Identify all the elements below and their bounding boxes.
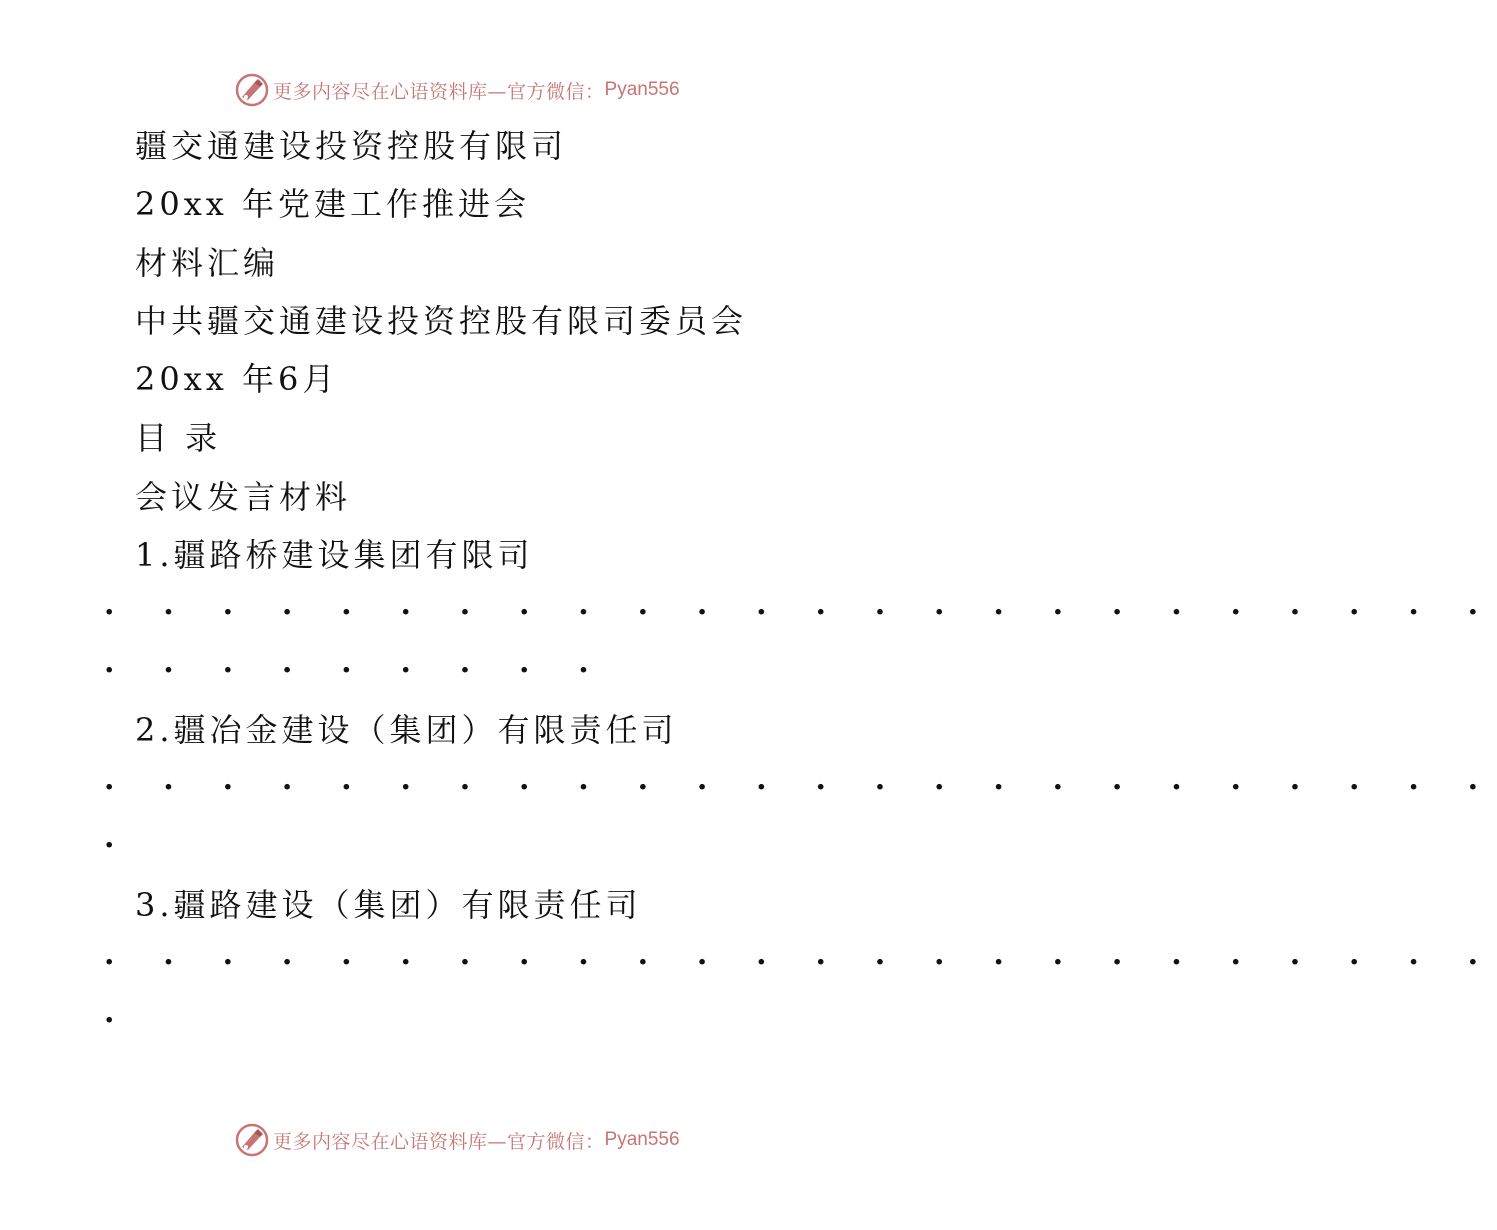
toc-item-3: 3.疆路建设（集团）有限责任司: [135, 886, 642, 924]
section-heading: 会议发言材料: [135, 478, 352, 516]
pen-logo-icon: [235, 1123, 269, 1157]
watermark-text: 更多内容尽在心语资料库—官方微信：: [273, 80, 605, 103]
toc-item-1: 1.疆路桥建设集团有限司: [135, 536, 534, 574]
watermark-handle: Pyan556: [604, 79, 680, 100]
company-name: 疆交通建设投资控股有限司: [135, 127, 568, 165]
document-date: 20xx 年6月: [135, 360, 339, 398]
toc-item-2: 2.疆冶金建设（集团）有限责任司: [135, 711, 678, 749]
committee-name: 中共疆交通建设投资控股有限司委员会: [135, 302, 748, 340]
toc-heading: 目 录: [135, 419, 222, 457]
toc-leader-dots: . . . . . . . . . . . . . . . . . . . . . . . .: [104, 762, 1497, 797]
toc-leader-dots: .: [104, 820, 134, 855]
compilation-title: 材料汇编: [135, 244, 280, 282]
pen-logo-icon: [235, 73, 269, 107]
watermark-handle: Pyan556: [604, 1129, 680, 1150]
toc-leader-dots: . . . . . . . . . . . . . . . . . . . . . . . .: [104, 587, 1497, 622]
toc-leader-dots: .: [104, 995, 134, 1030]
watermark-footer: [235, 1123, 680, 1157]
meeting-title: 20xx 年党建工作推进会: [135, 185, 530, 223]
toc-leader-dots: . . . . . . . . . . . . . . . . . . . . . . . .: [104, 937, 1497, 972]
watermark-text: 更多内容尽在心语资料库—官方微信：: [273, 1130, 605, 1153]
watermark-header: [235, 73, 680, 107]
toc-leader-dots: . . . . . . . . .: [104, 645, 608, 680]
